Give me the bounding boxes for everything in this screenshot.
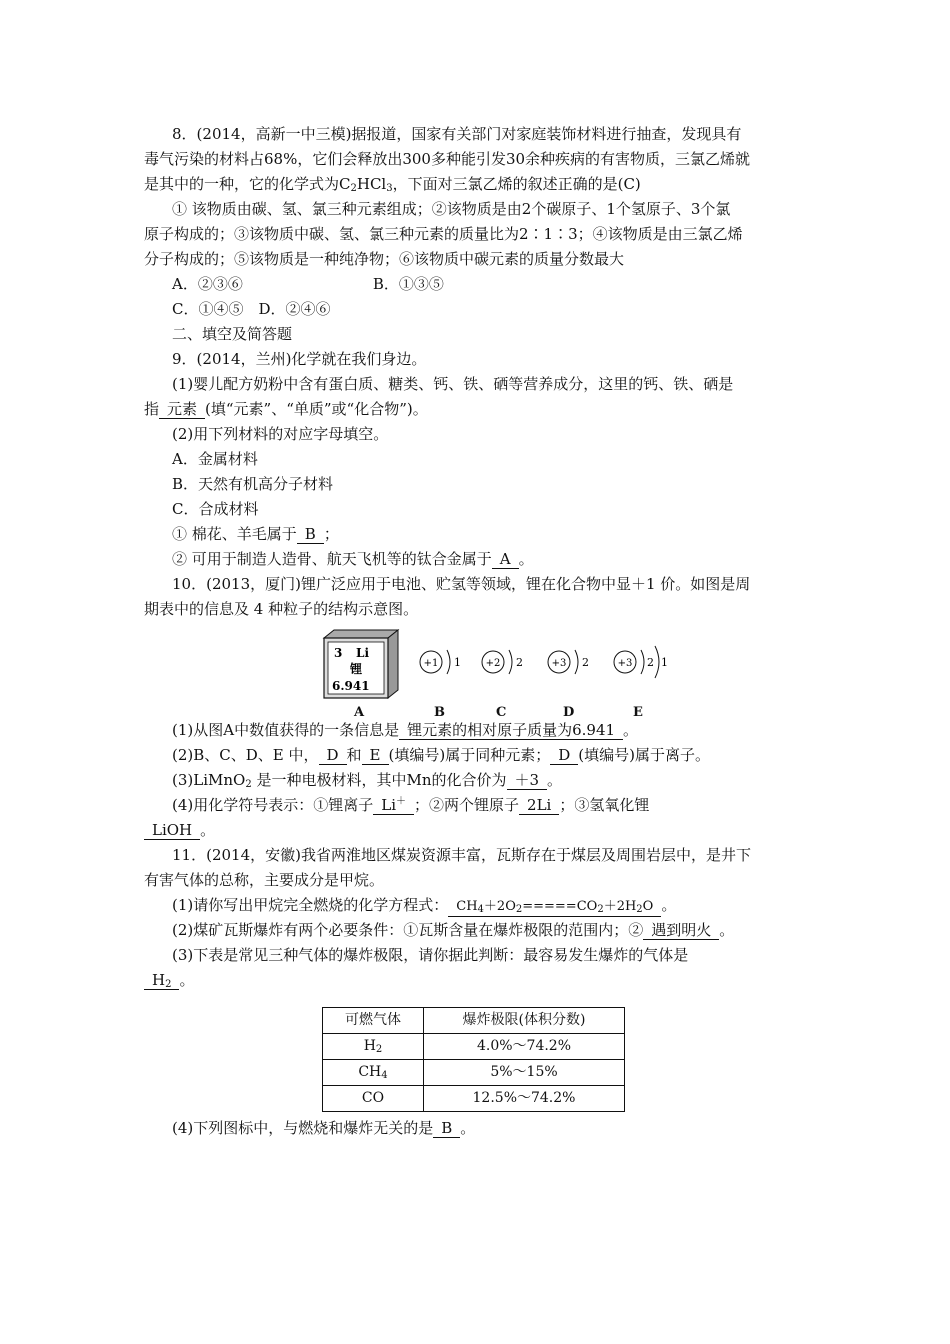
q9-sub1: ① 棉花、羊毛属于 B ； [172, 525, 339, 543]
table-cell: $CH_4$ [323, 1060, 424, 1086]
q11-part3-cont: $H_2$ 。 [144, 968, 812, 993]
q10-part4: (4)用化学符号表示：①锂离子 Li＋ ；②两个锂原子 2Li ；③氢氧化锂 [172, 796, 650, 814]
answer-blank: LiOH [144, 821, 200, 840]
answer-blank: B [433, 1119, 460, 1138]
periodic-cell [322, 628, 402, 700]
answer-blank: 2Li [519, 796, 559, 815]
answer-blank: E [362, 746, 389, 765]
q9-part1: (1)婴儿配方奶粉中含有蛋白质、糖类、钙、铁、硒等营养成分，这里的钙、铁、硒是 [172, 375, 734, 393]
answer-blank: 锂元素的相对原子质量为6.941 [399, 721, 623, 740]
document-page [144, 122, 812, 1141]
q9-part1-cont: 指 元素 (填“元素”、“单质”或“化合物”)。 [144, 400, 428, 418]
table-header-row [323, 1008, 625, 1034]
figure-label-a: A [354, 705, 365, 720]
electron-shell: 2 [582, 656, 589, 669]
answer-blank: 遇到明火 [643, 921, 719, 940]
q8-line2: 毒气污染的材料占68%，它们会释放出300多种能引发30余种疾病的有害物质，三氯乙烯就 [144, 150, 751, 168]
answer-blank: D [319, 746, 347, 765]
figure-label-b: B [434, 705, 445, 720]
answer-blank: $H_2$ [144, 971, 179, 990]
answer-blank: D [550, 746, 578, 765]
figure-label-c: C [496, 705, 507, 720]
answer-blank: B [297, 525, 324, 544]
atom-structure-figure [172, 628, 812, 718]
q10-part4-cont: LiOH 。 [144, 818, 812, 843]
q8-statement-3: 分子构成的；⑤该物质是一种纯净物；⑥该物质中碳元素的质量分数最大 [144, 250, 625, 268]
table-cell: $H_2$ [323, 1034, 424, 1060]
q11-line1: 11．(2014，安徽)我省两淮地区煤炭资源丰富，瓦斯存在于煤层及周围岩层中，是井下 [172, 846, 751, 864]
q9-title: 9．(2014，兰州)化学就在我们身边。 [172, 350, 427, 368]
q10-line2: 期表中的信息及 4 种粒子的结构示意图。 [144, 600, 419, 618]
table-cell: 12.5%～74.2% [424, 1086, 625, 1112]
q10-part2: (2)B、C、D、E 中， D 和 E (填编号)属于同种元素； D (填编号)属于离子。 [172, 746, 710, 764]
material-a: A．金属材料 [172, 450, 258, 468]
electron-shell: 2 [647, 656, 654, 669]
atom-c [479, 642, 529, 682]
q8-line3: 是其中的一种，它的化学式为$C_2HCl_3$，下面对三氯乙烯的叙述正确的是(C) [144, 175, 641, 194]
atomic-mass: 6.941 [332, 679, 370, 693]
element-symbol: Li [356, 646, 369, 660]
q10-part3: (3)LiMnO$_2$ 是一种电极材料，其中Mn的化合价为 ＋3 。 [172, 771, 563, 790]
q11-line2: 有害气体的总称，主要成分是甲烷。 [144, 871, 385, 889]
q9-part2: (2)用下列材料的对应字母填空。 [172, 425, 389, 443]
table-cell: 4.0%～74.2% [424, 1034, 625, 1060]
q11-part3: (3)下表是常见三种气体的爆炸极限，请你据此判断：最容易发生爆炸的气体是 [172, 946, 689, 964]
q11-part2: (2)煤矿瓦斯爆炸有两个必要条件：①瓦斯含量在爆炸极限的范围内；② 遇到明火 。 [172, 921, 735, 939]
q8-statement-1: ① 该物质由碳、氢、氯三种元素组成；②该物质是由2个碳原子、1个氢原子、3个氯 [172, 200, 731, 218]
q10-line1: 10．(2013，厦门)锂广泛应用于电池、贮氢等领域，锂在化合物中显＋1 价。如图是周 [172, 575, 751, 593]
q9-sub2: ② 可用于制造人造骨、航天飞机等的钛合金属于 A 。 [172, 550, 534, 568]
figure-label-e: E [633, 705, 643, 720]
atomic-number: 3 [334, 646, 343, 660]
atom-d [545, 642, 595, 682]
q8-line1: 8．(2014，高新一中三模)据报道，国家有关部门对家庭装饰材料进行抽查，发现具有 [172, 125, 742, 143]
answer-blank: Li＋ [373, 796, 414, 815]
table-header: 可燃气体 [323, 1008, 424, 1034]
choice-a: A．②③⑥ [172, 275, 243, 293]
nucleus-charge: +3 [551, 658, 567, 669]
atom-e [611, 642, 675, 682]
answer-blank: ＋3 [507, 771, 548, 790]
material-c: C．合成材料 [172, 500, 259, 518]
table-cell: 5%～15% [424, 1060, 625, 1086]
figure-label-d: D [563, 705, 575, 720]
explosion-limit-table [322, 1007, 625, 1112]
choice-b: B．①③⑤ [372, 275, 444, 293]
q8-choices-cd: C．①④⑤ D．②④⑥ [172, 300, 331, 318]
electron-shell: 1 [661, 656, 668, 669]
table-row [323, 1034, 625, 1060]
answer-blank: 元素 [159, 400, 205, 419]
atom-b [417, 642, 467, 682]
q11-part1: (1)请你写出甲烷完全燃烧的化学方程式： $CH_4+2O_2=====CO_2+2H_2O$ 。 [172, 896, 677, 915]
nucleus-charge: +2 [485, 658, 501, 669]
table-row [323, 1060, 625, 1086]
material-b: B．天然有机高分子材料 [172, 475, 334, 493]
table-header: 爆炸极限(体积分数) [424, 1008, 625, 1034]
q11-part4: (4)下列图标中，与燃烧和爆炸无关的是 B 。 [172, 1119, 476, 1137]
q8-choices-ab [172, 272, 812, 297]
table-row [323, 1086, 625, 1112]
electron-shell: 1 [454, 656, 461, 669]
answer-blank: A [492, 550, 519, 569]
electron-shell: 2 [516, 656, 523, 669]
q8-statement-2: 原子构成的；③该物质中碳、氢、氯三种元素的质量比为2∶1∶3；④该物质是由三氯乙烯 [144, 225, 743, 243]
section-heading: 二、填空及简答题 [172, 325, 293, 343]
nucleus-charge: +1 [423, 658, 439, 669]
element-name: 锂 [350, 662, 363, 676]
table-cell: CO [323, 1086, 424, 1112]
q10-part1: (1)从图A中数值获得的一条信息是 锂元素的相对原子质量为6.941 。 [172, 721, 639, 739]
answer-blank: $CH_4+2O_2=====CO_2+2H_2O$ [448, 898, 661, 917]
nucleus-charge: +3 [617, 658, 633, 669]
